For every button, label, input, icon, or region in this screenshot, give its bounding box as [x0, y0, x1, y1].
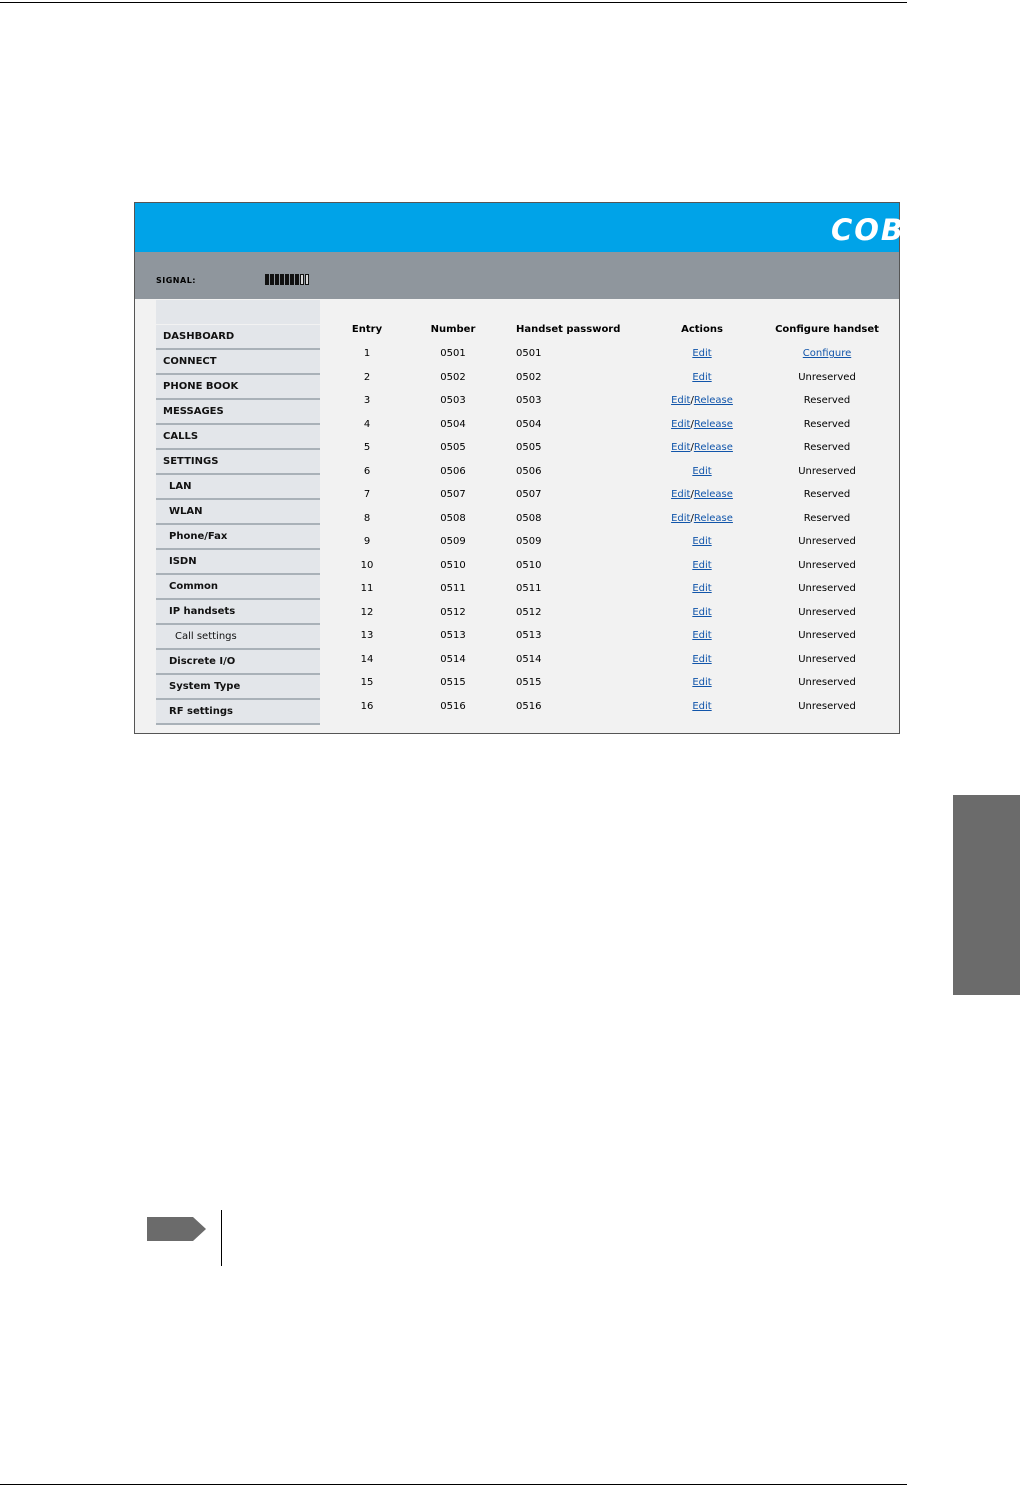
signal-segment: [295, 274, 299, 285]
entry-cell: 9: [363, 536, 371, 547]
column-header-configure: Configure handset: [775, 324, 879, 335]
actions-cell: [647, 701, 757, 712]
edit-link[interactable]: Edit: [671, 513, 691, 524]
password-cell: 0509: [516, 536, 542, 547]
actions-cell: [647, 560, 757, 571]
sidebar-nav: [156, 325, 320, 725]
password-cell: 0504: [516, 419, 542, 430]
password-cell: 0501: [516, 348, 542, 359]
password-cell: 0515: [516, 677, 542, 688]
actions-cell: [647, 607, 757, 618]
nav-item-messages[interactable]: MESSAGES: [156, 400, 320, 425]
nav-item-discrete-i-o[interactable]: Discrete I/O: [156, 650, 320, 675]
note-divider: [221, 1210, 222, 1266]
nav-item-wlan[interactable]: WLAN: [156, 500, 320, 525]
nav-item-dashboard[interactable]: DASHBOARD: [156, 325, 320, 350]
edit-link[interactable]: Edit: [692, 348, 712, 359]
actions-cell: [647, 654, 757, 665]
number-cell: 0507: [440, 489, 466, 500]
number-cell: 0514: [440, 654, 466, 665]
release-link[interactable]: Release: [693, 419, 733, 430]
actions-cell: [647, 677, 757, 688]
entry-cell: 5: [363, 442, 371, 453]
nav-item-isdn[interactable]: ISDN: [156, 550, 320, 575]
reservation-status: Unreserved: [798, 701, 856, 712]
number-cell: 0511: [440, 583, 466, 594]
release-link[interactable]: Release: [693, 442, 733, 453]
password-cell: 0514: [516, 654, 542, 665]
password-cell: 0510: [516, 560, 542, 571]
edit-link[interactable]: Edit: [692, 654, 712, 665]
nav-item-lan[interactable]: LAN: [156, 475, 320, 500]
password-cell: 0516: [516, 701, 542, 712]
entry-cell: 13: [360, 630, 374, 641]
actions-cell: [647, 419, 757, 430]
actions-cell: [647, 630, 757, 641]
nav-item-ip-handsets[interactable]: IP handsets: [156, 600, 320, 625]
entry-cell: 6: [363, 466, 371, 477]
actions-cell: [647, 513, 757, 524]
password-cell: 0513: [516, 630, 542, 641]
release-link[interactable]: Release: [693, 489, 733, 500]
number-cell: 0510: [440, 560, 466, 571]
password-cell: 0507: [516, 489, 542, 500]
edit-link[interactable]: Edit: [692, 536, 712, 547]
entry-cell: 8: [363, 513, 371, 524]
chapter-side-tab: [953, 795, 1020, 995]
edit-link[interactable]: Edit: [692, 583, 712, 594]
nav-item-phone-fax[interactable]: Phone/Fax: [156, 525, 320, 550]
action-separator: /: [690, 489, 694, 500]
column-header-entry: Entry: [351, 324, 383, 335]
number-cell: 0506: [440, 466, 466, 477]
entry-cell: 15: [360, 677, 374, 688]
reservation-status: Unreserved: [798, 677, 856, 688]
signal-segment: [265, 274, 269, 285]
reservation-status: Unreserved: [798, 583, 856, 594]
edit-link[interactable]: Edit: [692, 607, 712, 618]
signal-segment: [280, 274, 284, 285]
nav-top-spacer: [156, 300, 320, 324]
column-header-password: Handset password: [516, 324, 621, 335]
header-banner: [135, 203, 987, 252]
reservation-status: Unreserved: [798, 560, 856, 571]
number-cell: 0505: [440, 442, 466, 453]
password-cell: 0512: [516, 607, 542, 618]
edit-link[interactable]: Edit: [692, 630, 712, 641]
reservation-status: Reserved: [803, 489, 851, 500]
actions-cell: [647, 466, 757, 477]
reservation-status: Reserved: [803, 442, 851, 453]
nav-item-connect[interactable]: CONNECT: [156, 350, 320, 375]
signal-segment: [300, 274, 304, 285]
brand-logo: COBHAM: [831, 213, 987, 247]
reservation-status: Reserved: [803, 419, 851, 430]
edit-link[interactable]: Edit: [692, 372, 712, 383]
column-header-number: Number: [430, 324, 476, 335]
signal-strength-meter: [265, 274, 309, 285]
number-cell: 0512: [440, 607, 466, 618]
actions-cell: [647, 442, 757, 453]
entry-cell: 7: [363, 489, 371, 500]
edit-link[interactable]: Edit: [692, 701, 712, 712]
web-interface-screenshot: [134, 202, 987, 734]
password-cell: 0502: [516, 372, 542, 383]
actions-cell: [647, 536, 757, 547]
reservation-status: Unreserved: [798, 654, 856, 665]
actions-cell: [647, 372, 757, 383]
action-separator: /: [690, 442, 694, 453]
signal-segment: [270, 274, 274, 285]
signal-segment: [305, 274, 309, 285]
entry-cell: 2: [363, 372, 371, 383]
nav-item-system-type[interactable]: System Type: [156, 675, 320, 700]
edit-link[interactable]: Edit: [671, 489, 691, 500]
number-cell: 0516: [440, 701, 466, 712]
nav-item-calls[interactable]: CALLS: [156, 425, 320, 450]
entry-cell: 4: [363, 419, 371, 430]
number-cell: 0503: [440, 395, 466, 406]
reservation-status: Unreserved: [798, 536, 856, 547]
entry-cell: 10: [360, 560, 374, 571]
reservation-status: Unreserved: [798, 607, 856, 618]
edit-link[interactable]: Edit: [692, 560, 712, 571]
password-cell: 0506: [516, 466, 542, 477]
number-cell: 0513: [440, 630, 466, 641]
release-link[interactable]: Release: [693, 513, 733, 524]
entry-cell: 16: [360, 701, 374, 712]
nav-item-common[interactable]: Common: [156, 575, 320, 600]
number-cell: 0509: [440, 536, 466, 547]
actions-cell: [647, 583, 757, 594]
signal-label: SIGNAL:: [156, 276, 196, 285]
actions-cell: [647, 348, 757, 359]
note-arrow-icon: [147, 1216, 207, 1246]
password-cell: 0508: [516, 513, 542, 524]
entry-cell: 3: [363, 395, 371, 406]
configure-link[interactable]: Configure: [802, 348, 852, 359]
actions-cell: [647, 489, 757, 500]
number-cell: 0502: [440, 372, 466, 383]
column-header-actions: Actions: [681, 324, 723, 335]
page-top-rule: [0, 2, 907, 3]
signal-segment: [275, 274, 279, 285]
signal-segment: [290, 274, 294, 285]
edit-link[interactable]: Edit: [671, 419, 691, 430]
nav-item-rf-settings[interactable]: RF settings: [156, 700, 320, 725]
reservation-status: Unreserved: [798, 372, 856, 383]
reservation-status: Unreserved: [798, 466, 856, 477]
entry-cell: 12: [360, 607, 374, 618]
edit-link[interactable]: Edit: [692, 466, 712, 477]
password-cell: 0511: [516, 583, 542, 594]
action-separator: /: [690, 419, 694, 430]
number-cell: 0508: [440, 513, 466, 524]
release-link[interactable]: Release: [693, 395, 733, 406]
edit-link[interactable]: Edit: [671, 395, 691, 406]
reservation-status: Reserved: [803, 395, 851, 406]
action-separator: /: [690, 395, 694, 406]
entry-cell: 11: [360, 583, 374, 594]
actions-cell: [647, 395, 757, 406]
reservation-status: Unreserved: [798, 630, 856, 641]
action-separator: /: [690, 513, 694, 524]
number-cell: 0501: [440, 348, 466, 359]
reservation-status: Reserved: [803, 513, 851, 524]
edit-link[interactable]: Edit: [692, 677, 712, 688]
nav-item-phone-book[interactable]: PHONE BOOK: [156, 375, 320, 400]
edit-link[interactable]: Edit: [671, 442, 691, 453]
entry-cell: 14: [360, 654, 374, 665]
signal-bar: [135, 252, 899, 299]
page-bottom-rule: [0, 1484, 907, 1485]
entry-cell: 1: [363, 348, 371, 359]
nav-item-call-settings[interactable]: Call settings: [156, 625, 320, 650]
password-cell: 0505: [516, 442, 542, 453]
number-cell: 0515: [440, 677, 466, 688]
nav-item-settings[interactable]: SETTINGS: [156, 450, 320, 475]
signal-segment: [285, 274, 289, 285]
password-cell: 0503: [516, 395, 542, 406]
number-cell: 0504: [440, 419, 466, 430]
